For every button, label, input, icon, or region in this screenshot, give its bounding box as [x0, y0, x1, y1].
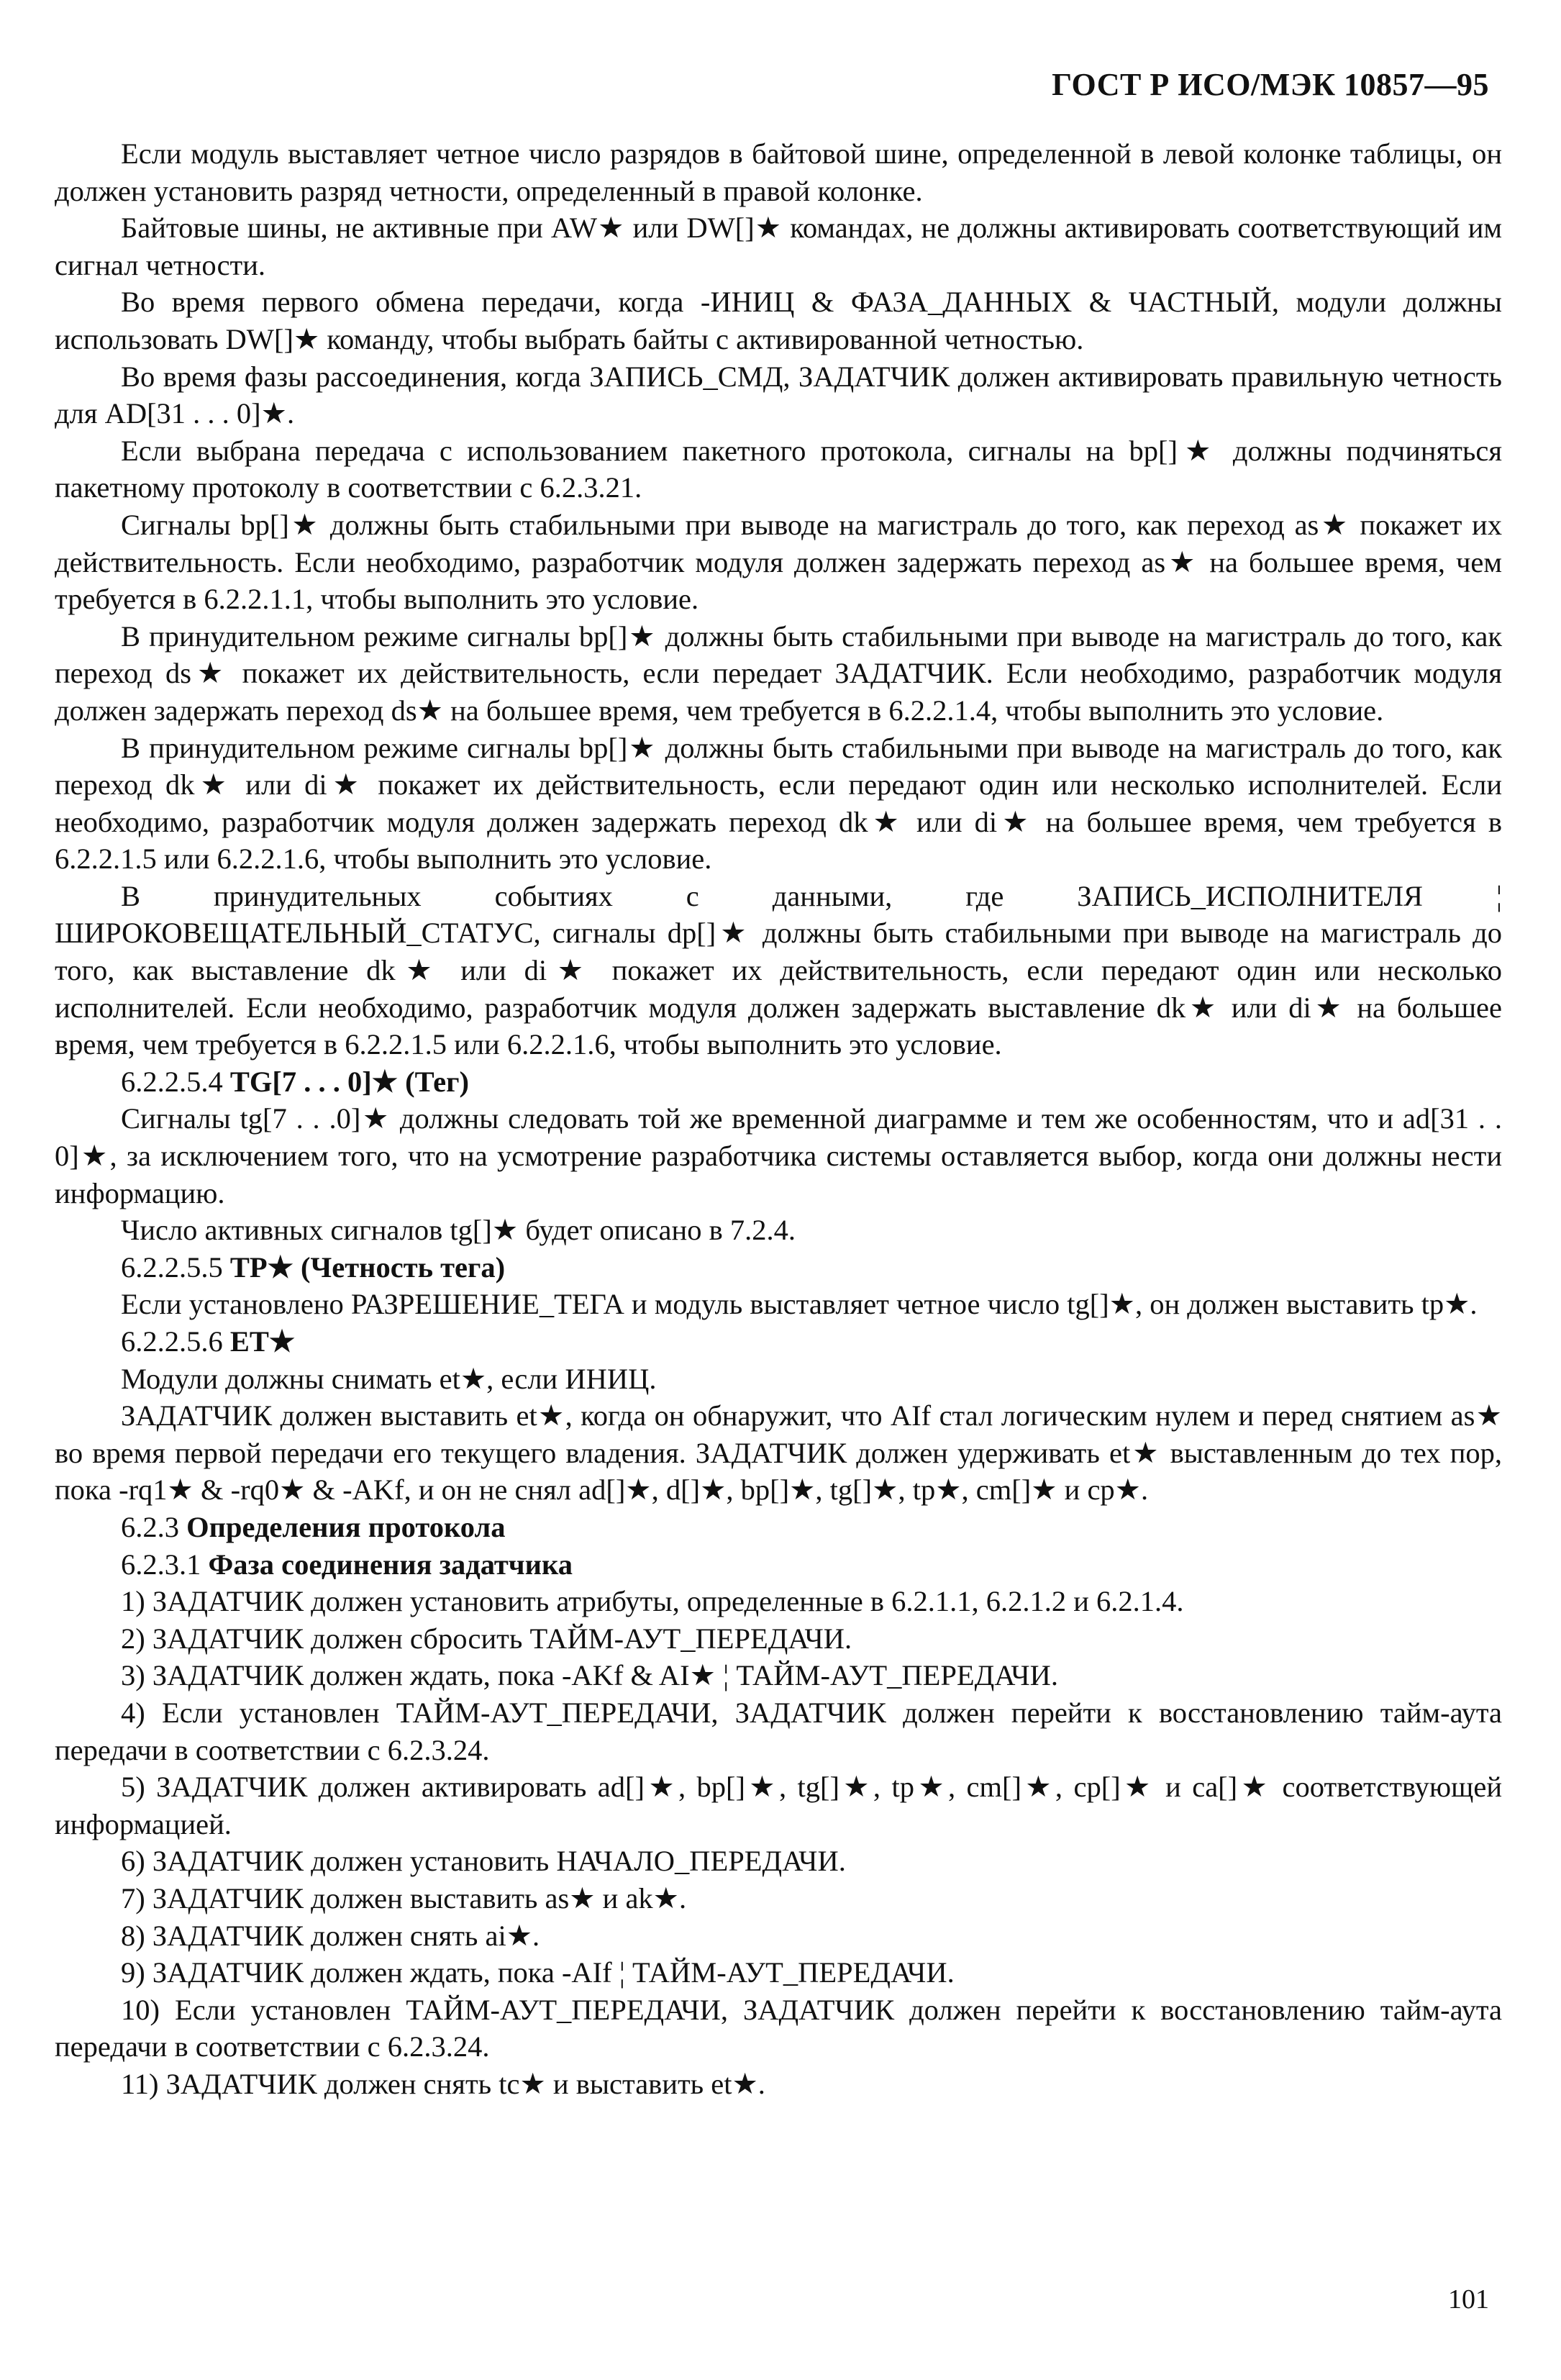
- list-item: 2) ЗАДАТЧИК должен сбросить ТАЙМ-АУТ_ПЕРЕДАЧИ.: [121, 1622, 852, 1655]
- section-number: 6.2.2.5.5: [121, 1250, 230, 1284]
- list-item: 1) ЗАДАТЧИК должен установить атрибуты, определенные в 6.2.1.1, 6.2.1.2 и 6.2.1.4.: [121, 1585, 1184, 1618]
- standard-header: ГОСТ Р ИСО/МЭК 10857—95: [1052, 67, 1489, 102]
- paragraph: Во время фазы рассоединения, когда ЗАПИСЬ_СМД, ЗАДАТЧИК должен активировать правильную четность для AD[31 . . . 0]★.: [55, 360, 1502, 430]
- paragraph: Если модуль выставляет четное число разрядов в байтовой шине, определенной в левой колонке таблицы, он должен установить разряд четности, определенный в правой колонке.: [55, 137, 1502, 207]
- paragraph: Если установлено РАЗРЕШЕНИЕ_ТЕГА и модуль выставляет четное число tg[]★, он должен выставить tp★.: [121, 1288, 1478, 1321]
- section-title: TP★ (Четность тега): [229, 1250, 506, 1284]
- section-heading-6-2-3-1: [55, 1546, 1502, 1584]
- paragraph: В принудительных событиях с данными, где ЗАПИСЬ_ИСПОЛНИТЕЛЯ ¦ ШИРОКОВЕЩАТЕЛЬНЫЙ_СТАТУС, сигналы dp[]★ должны быть стабильными при выводе на магистраль до того, как выставление dk★ или di★ покажет их действительность, если передают один или несколько исполнителей. Если необходимо, разработчик модуля должен задержать выставление dk★ или di★ на большее время, чем требуется в 6.2.2.1.5 или 6.2.2.1.6, чтобы выполнить это условие.: [55, 879, 1502, 1061]
- paragraph: В принудительном режиме сигналы bp[]★ должны быть стабильными при выводе на магистраль до того, как переход ds★ покажет их действительность, если передает ЗАДАТЧИК. Если необходимо, разработчик модуля должен задержать переход ds★ на большее время, чем требуется в 6.2.2.1.4, чтобы выполнить это условие.: [55, 619, 1502, 727]
- list-item: 11) ЗАДАТЧИК должен снять tc★ и выставить et★.: [121, 2067, 765, 2100]
- section-number: 6.2.3.1: [121, 1548, 209, 1581]
- paragraph: Сигналы tg[7 . . .0]★ должны следовать той же временной диаграмме и тем же особенностям, что и ad[31 . . 0]★, за исключением того, что на усмотрение разработчика системы оставляется выбор, когда они должны нести информацию.: [55, 1102, 1502, 1209]
- section-number: 6.2.2.5.4: [121, 1065, 230, 1098]
- list-item: 4) Если установлен ТАЙМ-АУТ_ПЕРЕДАЧИ, ЗАДАТЧИК должен перейти к восстановлению тайм-аута передачи в соответствии с 6.2.3.24.: [55, 1696, 1502, 1766]
- paragraph: Байтовые шины, не активные при AW★ или DW[]★ командах, не должны активировать соответствующий им сигнал четности.: [55, 212, 1502, 281]
- list-item: 9) ЗАДАТЧИК должен ждать, пока -AIf ¦ ТАЙМ-АУТ_ПЕРЕДАЧИ.: [121, 1956, 955, 1989]
- list-item: 7) ЗАДАТЧИК должен выставить as★ и ak★.: [121, 1881, 687, 1915]
- paragraph: В принудительном режиме сигналы bp[]★ должны быть стабильными при выводе на магистраль до того, как переход dk★ или di★ покажет их действительность, если передают один или несколько исполнителей. Если необходимо, разработчик модуля должен задержать переход dk★ или di★ на большее время, чем требуется в 6.2.2.1.5 или 6.2.2.1.6, чтобы выполнить это условие.: [55, 731, 1502, 876]
- section-title: Определения протокола: [186, 1510, 506, 1543]
- paragraph: Во время первого обмена передачи, когда -ИНИЦ & ФАЗА_ДАННЫХ & ЧАСТНЫЙ, модули должны использовать DW[]★ команду, чтобы выбрать байты с активированной четностью.: [55, 286, 1502, 355]
- paragraph: Если выбрана передача с использованием пакетного протокола, сигналы на bp[]★ должны подчиняться пакетному протоколу в соответствии с 6.2.3.21.: [55, 434, 1502, 504]
- section-title: Фаза соединения задатчика: [208, 1548, 573, 1581]
- document-body: [55, 135, 1502, 2102]
- paragraph: ЗАДАТЧИК должен выставить et★, когда он обнаружит, что AIf стал логическим нулем и перед снятием as★ во время первой передачи его текущего владения. ЗАДАТЧИК должен удерживать et★ выставленным до тех пор, пока -rq1★ & -rq0★ & -AKf, и он не снял ad[]★, d[]★, bp[]★, tg[]★, tp★, cm[]★ и cp★.: [55, 1399, 1502, 1507]
- page-number: 101: [1448, 2284, 1489, 2315]
- section-number: 6.2.3: [121, 1510, 187, 1543]
- section-heading-6-2-3: [55, 1509, 1502, 1546]
- list-item: 3) ЗАДАТЧИК должен ждать, пока -AKf & AI★ ¦ ТАЙМ-АУТ_ПЕРЕДАЧИ.: [121, 1659, 1059, 1692]
- section-heading-6-2-2-5-5: [55, 1249, 1502, 1286]
- paragraph: Модули должны снимать et★, если ИНИЦ.: [121, 1362, 657, 1395]
- paragraph: Сигналы bp[]★ должны быть стабильными при выводе на магистраль до того, как переход as★ покажет их действительность. Если необходимо, разработчик модуля должен задержать переход as★ на большее время, чем требуется в 6.2.2.1.1, чтобы выполнить это условие.: [55, 508, 1502, 616]
- section-number: 6.2.2.5.6: [121, 1325, 230, 1358]
- section-heading-6-2-2-5-6: [55, 1323, 1502, 1361]
- list-item: 6) ЗАДАТЧИК должен установить НАЧАЛО_ПЕРЕДАЧИ.: [121, 1845, 846, 1878]
- list-item: 8) ЗАДАТЧИК должен снять ai★.: [121, 1919, 540, 1952]
- section-heading-6-2-2-5-4: [55, 1063, 1502, 1101]
- paragraph: Число активных сигналов tg[]★ будет описано в 7.2.4.: [121, 1214, 796, 1247]
- section-title: TG[7 . . . 0]★ (Тег): [229, 1065, 469, 1098]
- section-title: ET★: [229, 1325, 296, 1358]
- list-item: 10) Если установлен ТАЙМ-АУТ_ПЕРЕДАЧИ, ЗАДАТЧИК должен перейти к восстановлению тайм-аута передачи в соответствии с 6.2.3.24.: [55, 1993, 1502, 2063]
- list-item: 5) ЗАДАТЧИК должен активировать ad[]★, bp[]★, tg[]★, tp★, cm[]★, cp[]★ и ca[]★ соответствующей информацией.: [55, 1771, 1502, 1840]
